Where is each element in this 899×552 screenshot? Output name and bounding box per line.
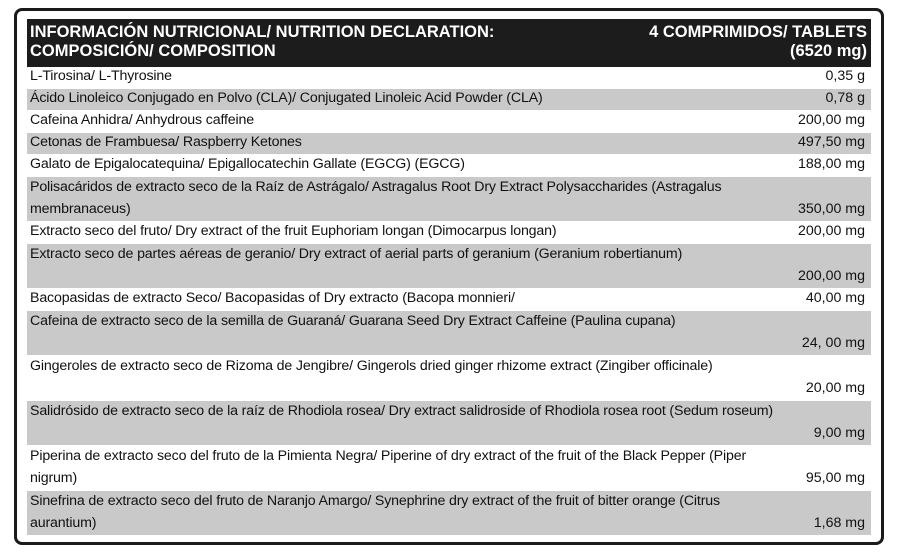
header-serving-line2: (6520 mg) [789, 42, 867, 60]
ingredient-name: Sinefrina de extracto seco del fruto de Naranjo Amargo/ Synephrine dry extract of the fruit of bitter orange (Citrus aurantium) [30, 493, 720, 531]
table-row [27, 222, 871, 244]
ingredient-amount: 497,50 mg [797, 134, 865, 151]
ingredient-name: L-Tirosina/ L-Thyrosine [30, 68, 172, 85]
ingredient-name: Bacopasidas de extracto Seco/ Bacopasidas of Dry extracto (Bacopa monnieri/ [30, 290, 515, 307]
table-row [27, 289, 871, 311]
ingredient-amount: 9,00 mg [813, 425, 865, 442]
table-row [27, 244, 871, 289]
ingredient-name: Gingeroles de extracto seco de Rizoma de Jengibre/ Gingerols dried ginger rhizome extract (Zingiber officinale) [30, 358, 713, 374]
ingredient-amount: 350,00 mg [797, 201, 865, 218]
table-row [27, 111, 871, 133]
ingredient-name: Cafeina de extracto seco de la semilla de Guaraná/ Guarana Seed Dry Extract Caffeine (Paulina cupana) [30, 313, 676, 329]
header-title [30, 23, 494, 67]
table-row [27, 89, 871, 111]
table-row [27, 177, 871, 222]
table-row [27, 401, 871, 446]
ingredient-amount: 40,00 mg [805, 290, 865, 307]
table-row [27, 446, 871, 491]
ingredient-name: Extracto seco del fruto/ Dry extract of the fruit Euphoriam longan (Dimocarpus longan) [30, 223, 557, 240]
ingredient-name: Polisacáridos de extracto seco de la Raíz de Astrágalo/ Astragalus Root Dry Extract Polysaccharides (Astragalus membranaceus) [30, 179, 722, 217]
ingredient-name: Extracto seco de partes aéreas de geranio/ Dry extract of aerial parts of geranium (Geranium robertianum) [30, 246, 683, 262]
ingredient-name: Piperina de extracto seco del fruto de la Pimienta Negra/ Piperine of dry extract of the fruit of the Black Pepper (Piper nigrum) [30, 448, 747, 486]
table-row [27, 133, 871, 155]
ingredient-amount: 200,00 mg [797, 268, 865, 285]
ingredient-name: Salidrósido de extracto seco de la raíz de Rhodiola rosea/ Dry extract salidroside of Rhodiola rosea root (Sedum roseum) [30, 403, 773, 419]
ingredient-amount: 200,00 mg [797, 112, 865, 129]
nutrition-table [27, 19, 871, 536]
ingredient-amount: 20,00 mg [805, 380, 865, 397]
table-header [27, 19, 871, 67]
table-row [27, 311, 871, 356]
table-row [27, 67, 871, 89]
header-title-line2: COMPOSICIÓN/ COMPOSITION [30, 42, 276, 60]
header-serving-line1: 4 COMPRIMIDOS/ TABLETS [649, 23, 867, 41]
nutrition-panel [14, 8, 884, 545]
ingredient-name: Cetonas de Frambuesa/ Raspberry Ketones [30, 134, 302, 151]
header-title-line1: INFORMACIÓN NUTRICIONAL/ NUTRITION DECLARATION: [30, 23, 495, 41]
ingredient-name: Ácido Linoleico Conjugado en Polvo (CLA)/ Conjugated Linoleic Acid Powder (CLA) [30, 90, 543, 107]
ingredient-amount: 24, 00 mg [801, 335, 865, 352]
header-serving [649, 23, 867, 67]
ingredient-amount: 188,00 mg [797, 156, 865, 173]
ingredient-amount: 95,00 mg [805, 470, 865, 487]
table-row [27, 491, 871, 536]
table-row [27, 155, 871, 177]
ingredient-amount: 0,35 g [825, 68, 865, 85]
ingredient-amount: 1,68 mg [813, 515, 865, 532]
table-row [27, 356, 871, 401]
ingredient-amount: 0,78 g [825, 90, 865, 107]
ingredient-name: Cafeina Anhidra/ Anhydrous caffeine [30, 112, 255, 129]
ingredient-amount: 200,00 mg [797, 223, 865, 240]
ingredient-name: Galato de Epigalocatequina/ Epigallocatechin Gallate (EGCG) (EGCG) [30, 156, 465, 173]
